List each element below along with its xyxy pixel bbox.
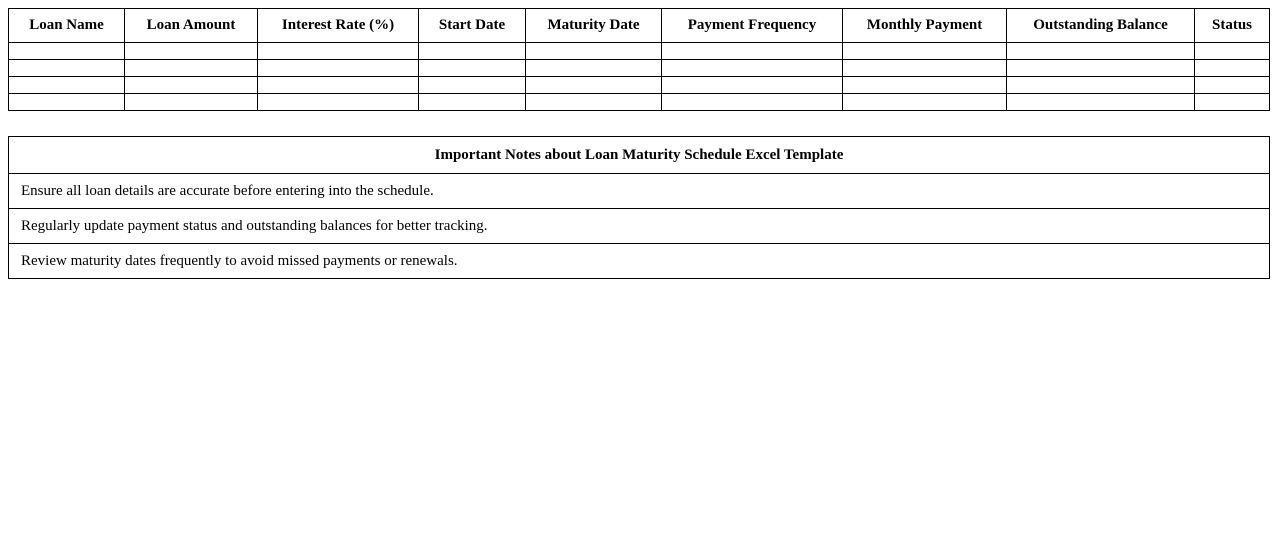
table-cell[interactable] [1195,60,1270,77]
col-monthly-payment: Monthly Payment [843,9,1007,43]
table-cell[interactable] [526,77,662,94]
table-cell[interactable] [843,77,1007,94]
table-cell[interactable] [125,94,258,111]
loan-schedule-table [8,8,1270,111]
table-cell[interactable] [662,60,843,77]
notes-title: Important Notes about Loan Maturity Schedule Excel Template [9,137,1270,174]
table-cell[interactable] [125,43,258,60]
table-cell[interactable] [125,60,258,77]
col-maturity-date: Maturity Date [526,9,662,43]
col-payment-frequency: Payment Frequency [662,9,843,43]
note-item: Regularly update payment status and outstanding balances for better tracking. [9,209,1270,244]
table-cell[interactable] [9,77,125,94]
table-row [9,43,1270,60]
header-row [9,9,1270,43]
notes-table [8,136,1270,279]
table-cell[interactable] [258,94,419,111]
table-cell[interactable] [1195,43,1270,60]
table-row [9,60,1270,77]
table-cell[interactable] [1007,43,1195,60]
table-cell[interactable] [843,60,1007,77]
table-cell[interactable] [419,43,526,60]
table-cell[interactable] [258,77,419,94]
table-cell[interactable] [662,43,843,60]
table-cell[interactable] [662,94,843,111]
table-row [9,77,1270,94]
col-interest-rate: Interest Rate (%) [258,9,419,43]
note-item: Ensure all loan details are accurate before entering into the schedule. [9,174,1270,209]
table-cell[interactable] [1007,60,1195,77]
table-cell[interactable] [419,94,526,111]
col-start-date: Start Date [419,9,526,43]
table-cell[interactable] [1195,77,1270,94]
table-cell[interactable] [662,77,843,94]
col-loan-amount: Loan Amount [125,9,258,43]
table-cell[interactable] [419,60,526,77]
table-cell[interactable] [9,60,125,77]
col-status: Status [1195,9,1270,43]
table-cell[interactable] [843,94,1007,111]
table-cell[interactable] [1007,94,1195,111]
table-cell[interactable] [125,77,258,94]
table-cell[interactable] [258,60,419,77]
table-cell[interactable] [526,94,662,111]
table-cell[interactable] [1195,94,1270,111]
table-cell[interactable] [9,94,125,111]
col-loan-name: Loan Name [9,9,125,43]
table-row [9,94,1270,111]
table-cell[interactable] [9,43,125,60]
table-cell[interactable] [526,43,662,60]
table-cell[interactable] [258,43,419,60]
table-cell[interactable] [843,43,1007,60]
col-outstanding-balance: Outstanding Balance [1007,9,1195,43]
table-cell[interactable] [1007,77,1195,94]
table-cell[interactable] [526,60,662,77]
note-item: Review maturity dates frequently to avoid missed payments or renewals. [9,244,1270,279]
table-cell[interactable] [419,77,526,94]
